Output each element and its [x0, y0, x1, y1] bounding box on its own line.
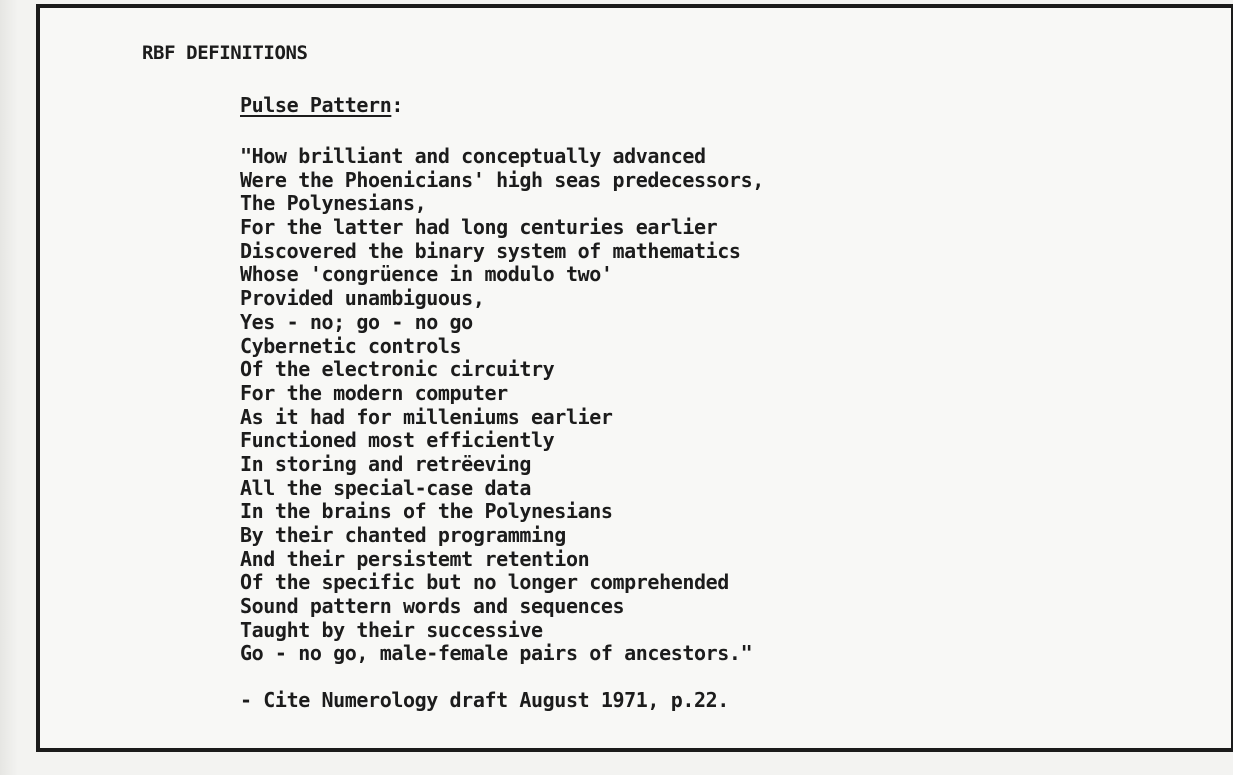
poem-line: Functioned most efficiently — [240, 428, 555, 453]
document-frame — [36, 4, 1233, 752]
poem-line: Go - no go, male-female pairs of ancestors." — [240, 641, 753, 666]
poem-line: As it had for milleniums earlier — [240, 404, 613, 429]
poem-line: Whose 'congrüence in modulo two' — [240, 262, 613, 287]
poem-text — [240, 145, 764, 666]
poem-line: Were the Phoenicians' high seas predecessors, — [240, 167, 764, 192]
poem-line: "How brilliant and conceptually advanced — [240, 144, 706, 168]
poem-line: And their persistemt retention — [240, 546, 590, 571]
poem-line: Of the specific but no longer comprehended — [240, 570, 729, 595]
poem-line: Cybernetic controls — [240, 333, 462, 358]
definition-term — [240, 93, 403, 117]
poem-line: The Polynesians, — [240, 191, 427, 216]
poem-line: Of the electronic circuitry — [240, 357, 555, 382]
poem-line: For the modern computer — [240, 380, 508, 405]
poem-line: Provided unambiguous, — [240, 286, 485, 311]
poem-line: Taught by their successive — [240, 617, 543, 642]
poem-line: Sound pattern words and sequences — [240, 594, 625, 619]
document-heading: RBF DEFINITIONS — [142, 42, 308, 64]
poem-line: For the latter had long centuries earlier — [240, 215, 718, 240]
poem-line: All the special-case data — [240, 475, 532, 500]
poem-line: In storing and retrëeving — [240, 451, 532, 476]
poem-line: Yes - no; go - no go — [240, 309, 473, 334]
definition-term-label: Pulse Pattern — [240, 93, 392, 117]
poem-line: Discovered the binary system of mathematics — [240, 238, 741, 263]
definition-term-colon: : — [391, 93, 403, 117]
poem-line: In the brains of the Polynesians — [240, 499, 613, 524]
citation-text: - Cite Numerology draft August 1971, p.22. — [240, 688, 729, 712]
poem-line: By their chanted programming — [240, 523, 566, 547]
page-edge-shadow — [0, 0, 18, 775]
